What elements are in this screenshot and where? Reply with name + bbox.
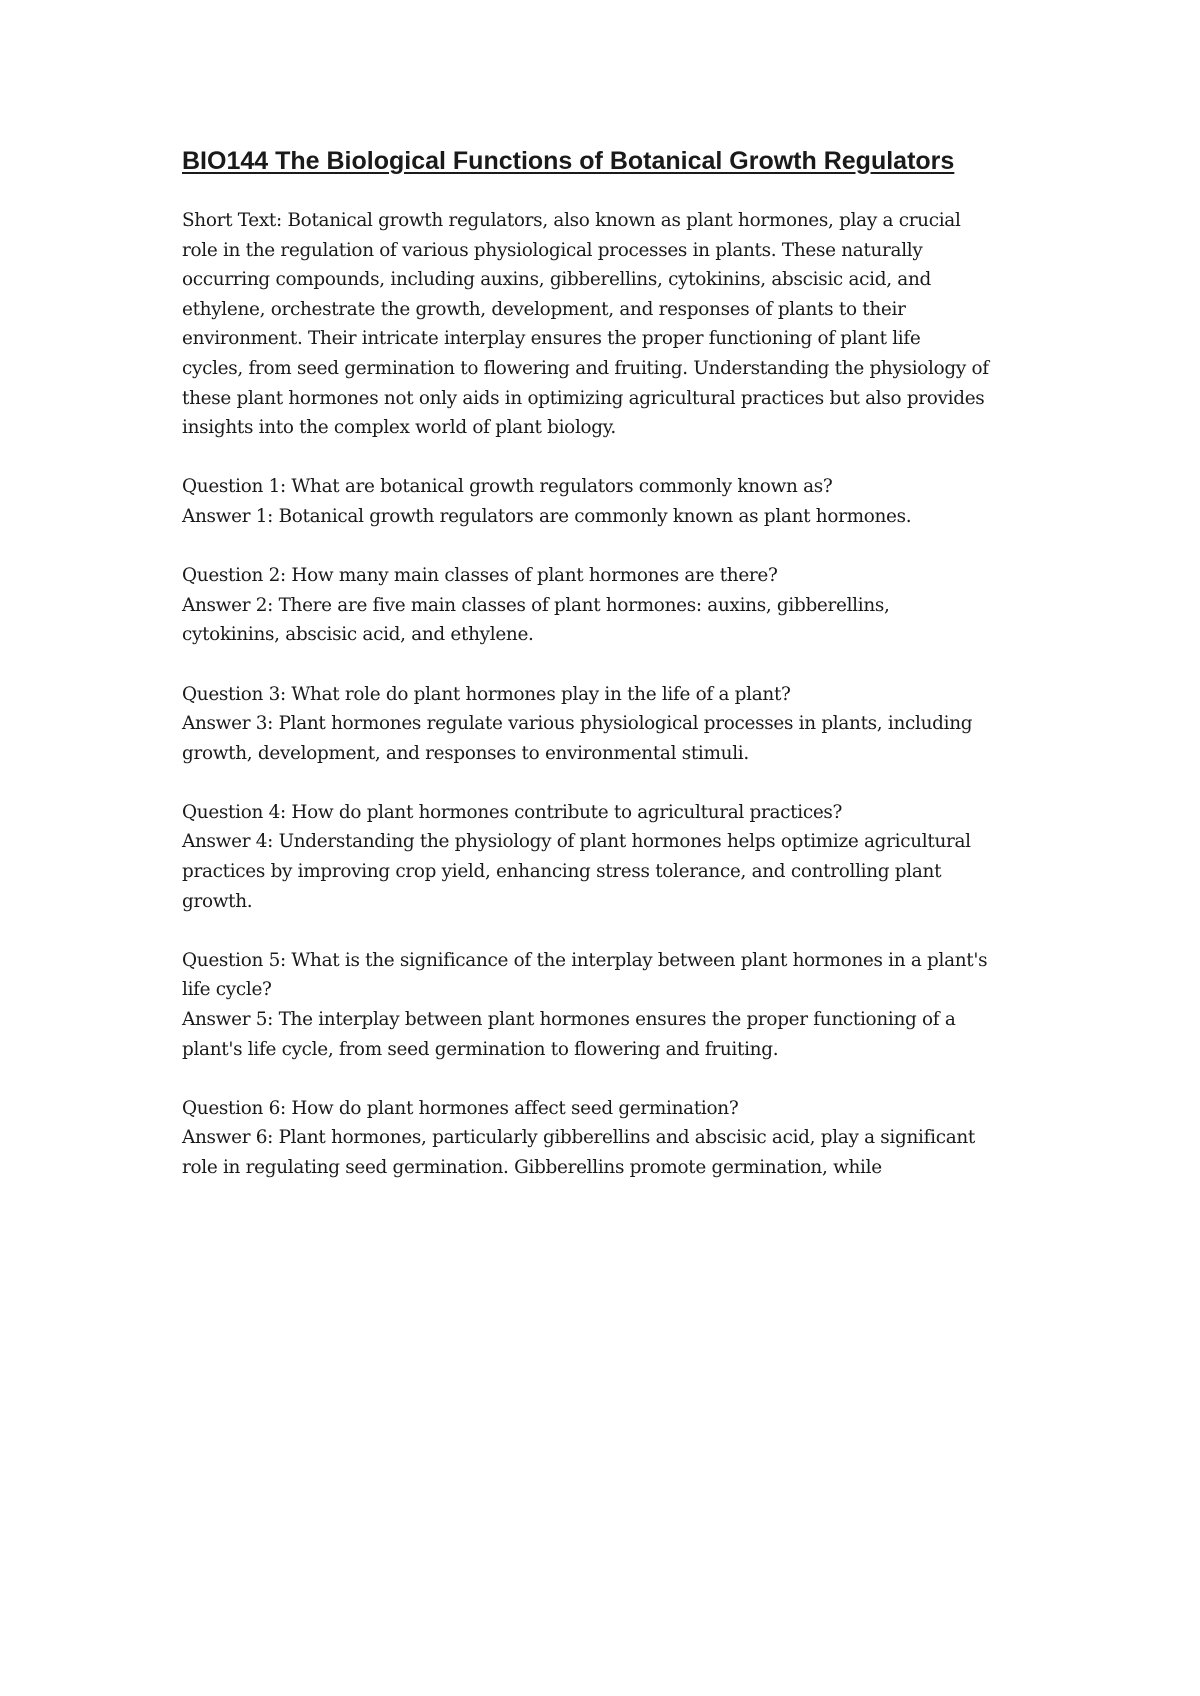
qa-block-6 — [182, 1094, 1042, 1183]
qa-block-4 — [182, 798, 1042, 916]
answer-line: Answer 4: Understanding the physiology of plant hormones helps optimize agricultural — [182, 831, 971, 853]
paragraph-line: ethylene, orchestrate the growth, development, and responses of plants to their — [182, 298, 906, 320]
answer-line: cytokinins, abscisic acid, and ethylene. — [182, 624, 534, 646]
question-line: Question 6: How do plant hormones affect seed germination? — [182, 1097, 739, 1119]
paragraph-line: occurring compounds, including auxins, gibberellins, cytokinins, abscisic acid, and — [182, 269, 931, 291]
answer-line: role in regulating seed germination. Gibberellins promote germination, while — [182, 1157, 882, 1178]
qa-block-3 — [182, 680, 1042, 769]
answer-line: Answer 6: Plant hormones, particularly gibberellins and abscisic acid, play a significant — [182, 1127, 976, 1149]
paragraph-line: these plant hormones not only aids in optimizing agricultural practices but also provides — [182, 387, 985, 409]
document-content — [182, 144, 1042, 1212]
question-line: life cycle? — [182, 979, 272, 1001]
answer-line: Answer 5: The interplay between plant hormones ensures the proper functioning of a — [182, 1009, 956, 1031]
question-line: Question 1: What are botanical growth regulators commonly known as? — [182, 476, 833, 498]
qa-block-2 — [182, 561, 1042, 650]
paragraph-line: role in the regulation of various physiological processes in plants. These naturally — [182, 239, 923, 261]
qa-block-5 — [182, 946, 1042, 1064]
answer-line: Answer 3: Plant hormones regulate various physiological processes in plants, including — [182, 713, 973, 735]
answer-line: Answer 2: There are five main classes of plant hormones: auxins, gibberellins, — [182, 594, 890, 616]
paragraph-line: Short Text: Botanical growth regulators, also known as plant hormones, play a crucial — [182, 210, 961, 231]
qa-block-1 — [182, 472, 1042, 531]
question-line: Question 4: How do plant hormones contribute to agricultural practices? — [182, 801, 843, 823]
question-line: Question 2: How many main classes of plant hormones are there? — [182, 565, 778, 587]
paragraph-line: cycles, from seed germination to flowering and fruiting. Understanding the physiology of — [182, 357, 989, 379]
question-line: Question 5: What is the significance of the interplay between plant hormones in a plant's — [182, 949, 988, 971]
answer-line: practices by improving crop yield, enhancing stress tolerance, and controlling plant — [182, 861, 942, 883]
answer-line: growth. — [182, 890, 253, 912]
document-title: BIO144 The Biological Functions of Botanical Growth Regulators — [182, 147, 955, 175]
short-text-paragraph — [182, 206, 1042, 443]
answer-line: plant's life cycle, from seed germination to flowering and fruiting. — [182, 1038, 779, 1060]
answer-line: growth, development, and responses to environmental stimuli. — [182, 742, 749, 764]
paragraph-line: environment. Their intricate interplay ensures the proper functioning of plant life — [182, 328, 921, 350]
answer-line: Answer 1: Botanical growth regulators are commonly known as plant hormones. — [182, 505, 912, 527]
question-line: Question 3: What role do plant hormones play in the life of a plant? — [182, 683, 791, 705]
paragraph-line: insights into the complex world of plant biology. — [182, 417, 616, 439]
